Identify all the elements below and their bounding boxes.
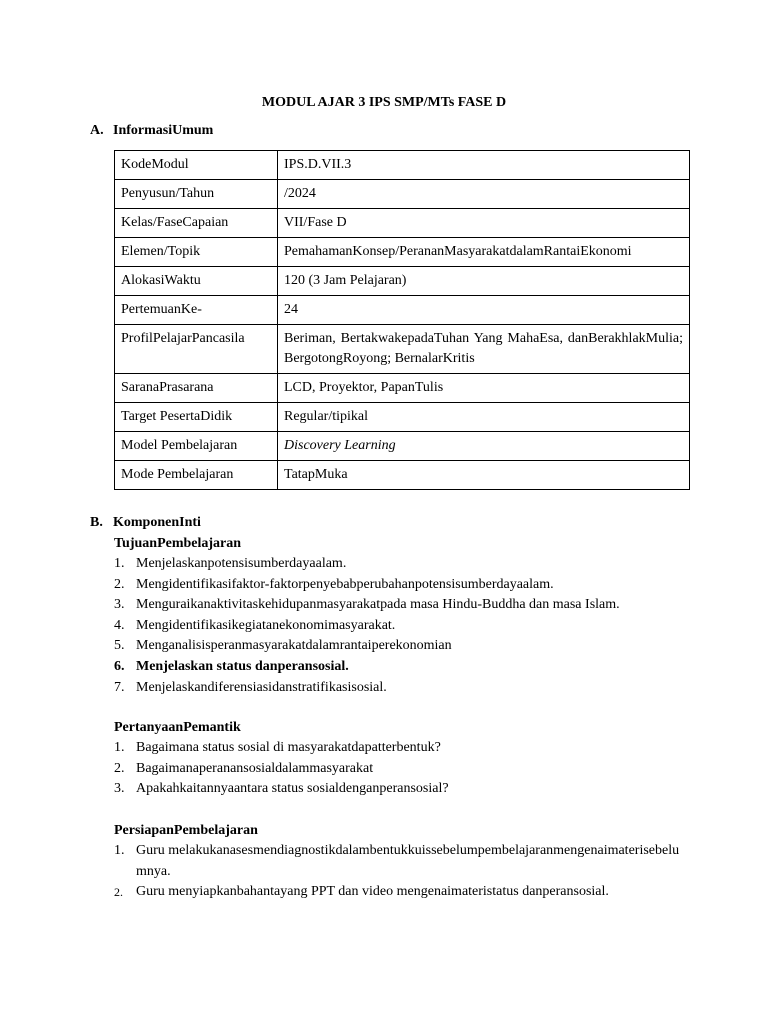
list-number: 7. xyxy=(114,679,125,695)
info-key: PertemuanKe- xyxy=(115,296,278,325)
info-key: Mode Pembelajaran xyxy=(115,461,278,490)
list-item xyxy=(114,554,694,575)
table-row xyxy=(115,403,690,432)
pertanyaan-heading: PertanyaanPemantik xyxy=(114,720,241,735)
section-a-label: InformasiUmum xyxy=(113,123,214,138)
list-text: Menjelaskanpotensisumberdayaalam. xyxy=(136,556,347,571)
info-key: Model Pembelajaran xyxy=(115,432,278,461)
table-row xyxy=(115,325,690,374)
persiapan-list xyxy=(114,841,680,903)
list-text: Guru melakukanasesmendiagnostikdalambentukkuissebelumpembelajaranmengenaimaterisebelumnya. xyxy=(136,843,680,879)
list-text: Mengidentifikasifaktor-faktorpenyebabperubahanpotensisumberdayaalam. xyxy=(136,576,554,592)
list-item xyxy=(114,841,680,882)
list-number: 1. xyxy=(114,556,125,571)
section-b-label: KomponenInti xyxy=(113,515,201,530)
list-item xyxy=(114,759,694,780)
list-text: Mengidentifikasikegiatanekonomimasyarakat. xyxy=(136,617,396,633)
info-value: /2024 xyxy=(278,180,690,209)
tujuan-heading: TujuanPembelajaran xyxy=(114,536,242,551)
info-value: 24 xyxy=(278,296,690,325)
list-item xyxy=(114,636,694,657)
list-number: 4. xyxy=(114,617,125,633)
info-key: SaranaPrasarana xyxy=(115,374,278,403)
list-number: 2. xyxy=(114,885,123,900)
list-item xyxy=(114,678,694,699)
list-text: Bagaimana status sosial di masyarakatdapatterbentuk? xyxy=(136,740,441,755)
table-row xyxy=(115,296,690,325)
info-value: PemahamanKonsep/PerananMasyarakatdalamRantaiEkonomi xyxy=(278,238,690,267)
section-a-letter: A. xyxy=(90,123,104,138)
list-number: 3. xyxy=(114,597,125,613)
pertanyaan-list xyxy=(114,738,694,800)
info-table xyxy=(114,150,690,490)
table-row xyxy=(115,209,690,238)
list-text: Guru menyiapkanbahantayang PPT dan video mengenaimateristatus danperansosial. xyxy=(136,884,609,900)
table-row xyxy=(115,151,690,180)
info-value: IPS.D.VII.3 xyxy=(278,151,690,180)
list-text: Bagaimanaperanansosialdalammasyarakat xyxy=(136,760,374,776)
section-b-heading xyxy=(90,514,201,532)
info-value: VII/Fase D xyxy=(278,209,690,238)
list-text: Menganalisisperanmasyarakatdalamrantaiperekonomian xyxy=(136,638,452,654)
info-key: Kelas/FaseCapaian xyxy=(115,209,278,238)
tujuan-list xyxy=(114,554,694,698)
table-row xyxy=(115,180,690,209)
list-number: 2. xyxy=(114,576,125,592)
section-b-letter: B. xyxy=(90,515,103,530)
persiapan-heading: PersiapanPembelajaran xyxy=(114,823,258,838)
info-key: AlokasiWaktu xyxy=(115,267,278,296)
list-text: Apakahkaitannyaantara status sosialdenganperansosial? xyxy=(136,781,449,797)
info-value: LCD, Proyektor, PapanTulis xyxy=(278,374,690,403)
list-number: 5. xyxy=(114,638,125,654)
info-value: Discovery Learning xyxy=(278,432,690,461)
list-item xyxy=(114,616,694,637)
info-key: Target PesertaDidik xyxy=(115,403,278,432)
list-item xyxy=(114,779,694,800)
list-text: Menjelaskandiferensiasidanstratifikasisosial. xyxy=(136,679,387,695)
list-text: Menguraikanaktivitaskehidupanmasyarakatpada masa Hindu-Buddha dan masa Islam. xyxy=(136,597,620,613)
document-title: MODUL AJAR 3 IPS SMP/MTs FASE D xyxy=(261,95,507,110)
list-number: 2. xyxy=(114,760,125,776)
table-row xyxy=(115,267,690,296)
list-number: 1. xyxy=(114,740,125,755)
table-row xyxy=(115,374,690,403)
info-value: TatapMuka xyxy=(278,461,690,490)
table-row xyxy=(115,238,690,267)
info-key: KodeModul xyxy=(115,151,278,180)
list-number: 1. xyxy=(114,843,125,858)
list-item xyxy=(114,657,694,678)
list-number: 6. xyxy=(114,658,125,674)
list-item xyxy=(114,575,694,596)
table-row xyxy=(115,461,690,490)
info-key: Penyusun/Tahun xyxy=(115,180,278,209)
list-item xyxy=(114,882,680,903)
table-row xyxy=(115,432,690,461)
info-value: Beriman, BertakwakepadaTuhan Yang MahaEsa, danBerakhlakMulia; BergotongRoyong; BernalarKritis xyxy=(278,325,690,374)
info-value: Regular/tipikal xyxy=(278,403,690,432)
list-number: 3. xyxy=(114,781,125,797)
list-item xyxy=(114,595,694,616)
info-value: 120 (3 Jam Pelajaran) xyxy=(278,267,690,296)
info-key: ProfilPelajarPancasila xyxy=(115,325,278,374)
info-key: Elemen/Topik xyxy=(115,238,278,267)
section-a-heading xyxy=(90,122,213,140)
list-item xyxy=(114,738,694,759)
list-text: Menjelaskan status danperansosial. xyxy=(136,658,349,674)
